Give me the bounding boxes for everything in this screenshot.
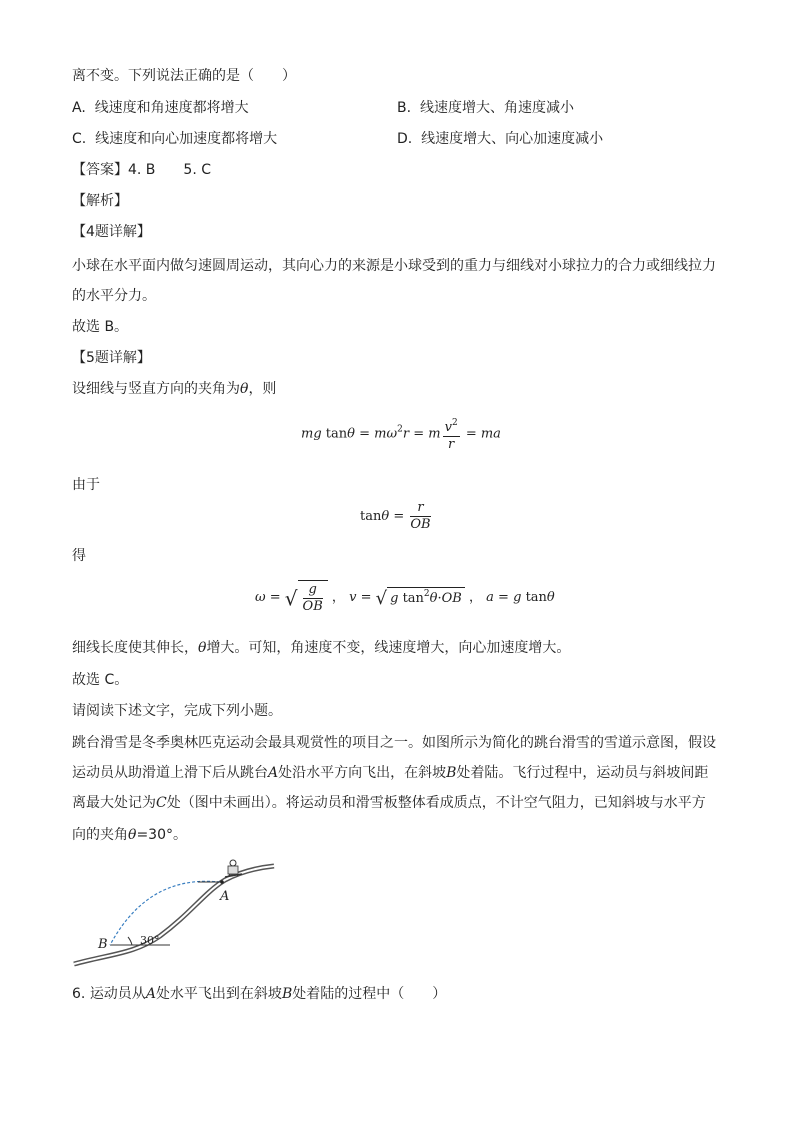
eq3-a: a — [486, 590, 494, 605]
q5-after-theta: θ — [198, 640, 207, 656]
equation-1 — [301, 415, 501, 453]
option-b-text: 线速度增大、角速度减小 — [419, 100, 574, 116]
option-d-letter: D. — [397, 131, 413, 147]
point-a-dot — [220, 880, 224, 884]
eq2-tan: tan — [360, 509, 382, 524]
eq3-tan: tan — [525, 590, 547, 605]
label-angle: 30° — [140, 934, 160, 947]
reading-line-4-theta: θ — [128, 827, 137, 843]
option-b-letter: B. — [397, 100, 412, 116]
eq1-r-denominator: r — [448, 437, 455, 452]
label-b: B — [98, 937, 108, 952]
reading-line-3 — [72, 793, 706, 813]
q5-de: 得 — [72, 548, 86, 564]
eq1-r: r — [402, 426, 410, 442]
option-c-text: 线速度和向心加速度都将增大 — [95, 131, 278, 147]
trajectory-dashed — [110, 881, 220, 945]
eq2-fraction — [410, 500, 430, 533]
eq2-denominator: OB — [410, 517, 431, 532]
option-c-letter: C. — [72, 131, 87, 147]
eq1-square: 2 — [397, 424, 403, 435]
eq3-ob-denominator: OB — [302, 599, 323, 614]
q5-intro-b: ，则 — [248, 381, 277, 397]
eq3-omega: ω — [255, 590, 266, 605]
q5-after — [72, 638, 570, 658]
question-intro-end: 离不变。下列说法正确的是（ ） — [72, 68, 296, 84]
eq1-equals-3: = — [465, 426, 477, 442]
reading-line-3-C: C — [156, 795, 167, 811]
eq1-equals-2: = — [413, 426, 425, 442]
eq3-equals-3: = — [498, 590, 509, 605]
reading-line-4-a: 向的夹角 — [72, 827, 128, 843]
eq3-rad-tan: tan — [402, 590, 424, 606]
q5-intro-a: 设细线与竖直方向的夹角为 — [72, 381, 240, 397]
q6-stem — [72, 984, 446, 1004]
answer-text: 4. B 5. C — [128, 162, 211, 178]
label-a: A — [220, 889, 230, 904]
eq1-v: v — [444, 420, 452, 435]
q4-conclusion: 故选 B。 — [72, 319, 129, 335]
reading-line-3-b: 处（图中未画出）。将运动员和滑雪板整体看成质点，不计空气阻力，已知斜坡与水平方 — [166, 795, 706, 811]
equation-2 — [360, 500, 433, 533]
reading-line-3-a: 离最大处记为 — [72, 795, 156, 811]
option-a-text: 线速度和角速度都将增大 — [94, 100, 249, 116]
equation-3 — [255, 580, 555, 615]
reading-line-4-b: =30°。 — [136, 827, 187, 843]
eq1-ma: ma — [480, 426, 501, 442]
eq3-g: g — [513, 590, 522, 605]
q5-label: 【5题详解】 — [72, 350, 151, 366]
eq3-equals-1: = — [269, 590, 281, 605]
eq1-v-square: 2 — [451, 418, 458, 428]
eq3-rad-g: g — [390, 590, 399, 606]
reading-line-4 — [72, 825, 187, 845]
eq3-rad-theta: θ — [429, 590, 438, 606]
eq3-sqrt-2: √ g $\tan^2\theta\cdot OB$ — [376, 587, 465, 609]
eq3-rad-ob: OB — [441, 590, 462, 606]
q4-label: 【4题详解】 — [72, 224, 151, 240]
reading-line-2-c: 处着陆。飞行过程中，运动员与斜坡间距 — [456, 765, 709, 781]
q5-conclusion: 故选 C。 — [72, 672, 129, 688]
eq3-separator-1: ， — [331, 590, 345, 605]
q6-text-a: 运动员从 — [89, 986, 146, 1002]
reading-instruction: 请阅读下述文字，完成下列小题。 — [72, 703, 282, 719]
q6-text-A: A — [145, 986, 156, 1002]
eq1-m: m — [428, 426, 441, 442]
answer-label: 【答案】 — [72, 162, 128, 178]
eq1-theta: θ — [347, 426, 355, 442]
eq2-numerator: r — [410, 500, 430, 517]
reading-line-2-A: A — [268, 765, 279, 781]
eq1-tan: tan — [325, 426, 348, 442]
option-c — [72, 129, 277, 149]
eq3-rad-square: 2 — [423, 588, 430, 599]
eq3-g-numerator: g — [303, 582, 323, 599]
eq1-m-omega: mω — [374, 426, 398, 442]
eq3-v: v — [349, 590, 357, 605]
eq1-fraction — [443, 415, 460, 453]
reading-line-1: 跳台滑雪是冬季奥林匹克运动会最具观赏性的项目之一。如图所示为简化的跳台滑雪的雪道示意图，假设 — [72, 735, 716, 751]
q4-line1: 小球在水平面内做匀速圆周运动，其向心力的来源是小球受到的重力与细线对小球拉力的合力或细线拉力 — [72, 258, 716, 274]
q6-number: 6. — [72, 986, 86, 1002]
ski-jump-figure — [70, 850, 280, 975]
reading-line-2-b: 处沿水平方向飞出，在斜坡 — [278, 765, 447, 781]
eq3-sqrt-1: √ $\frac{g}{OB}$ — [285, 580, 328, 615]
option-d — [397, 129, 603, 149]
q6-text-B: B — [281, 986, 293, 1002]
reading-line-2-a: 运动员从助滑道上滑下后从跳台 — [72, 765, 268, 781]
q6-text-c: 处着陆的过程中（ ） — [292, 986, 447, 1002]
eq3-rad-dot: · — [437, 590, 442, 606]
q5-after-b: 增大。可知，角速度不变，线速度增大，向心加速度增大。 — [206, 640, 571, 656]
reading-line-2-B: B — [446, 765, 457, 781]
option-b — [397, 98, 574, 118]
analysis-label: 【解析】 — [72, 193, 128, 209]
eq3-equals-2: = — [360, 590, 372, 605]
q4-line2: 的水平分力。 — [72, 288, 156, 304]
eq1-mg: mg — [301, 426, 322, 442]
eq3-theta: θ — [546, 590, 555, 605]
q5-after-a: 细线长度使其伸长， — [72, 640, 198, 656]
option-a-letter: A. — [72, 100, 86, 116]
eq1-equals-1: = — [359, 426, 371, 442]
q6-text-b: 处水平飞出到在斜坡 — [155, 986, 282, 1002]
answer-line — [72, 160, 211, 180]
option-a — [72, 98, 249, 118]
reading-line-2 — [72, 763, 708, 783]
angle-arc — [128, 937, 132, 945]
eq2-equals: = — [393, 509, 405, 524]
eq3-separator-2: ， — [468, 590, 482, 605]
eq2-theta: θ — [381, 509, 390, 524]
q5-intro — [72, 379, 276, 399]
q5-youyu: 由于 — [72, 477, 100, 493]
q5-intro-theta: θ — [240, 381, 249, 397]
option-d-text: 线速度增大、向心加速度减小 — [421, 131, 604, 147]
